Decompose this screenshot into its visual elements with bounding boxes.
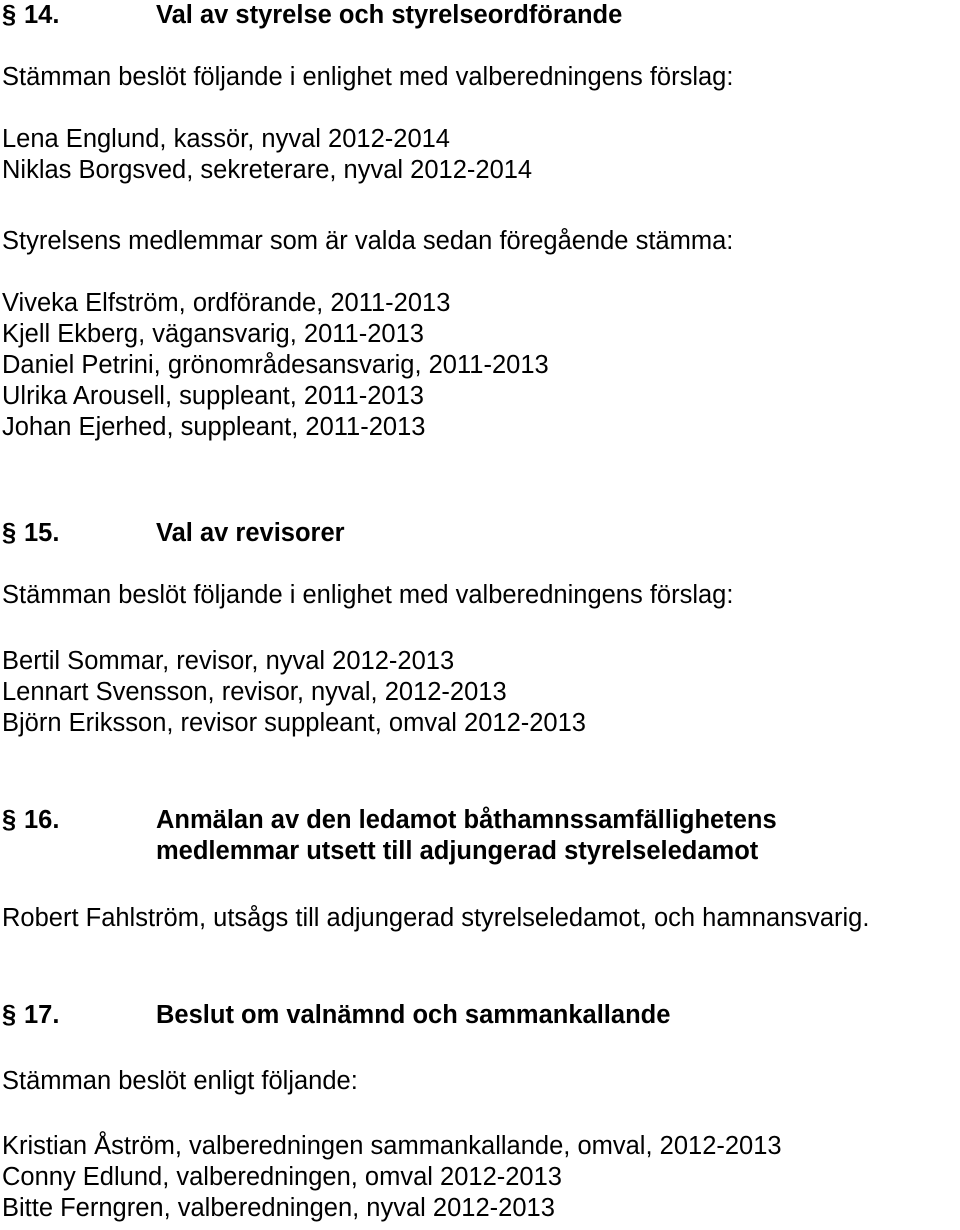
list-item: Kjell Ekberg, vägansvarig, 2011-2013: [2, 320, 424, 348]
section-heading: [0, 805, 960, 867]
section-symbol: §: [2, 806, 17, 834]
section-title: Val av revisorer: [156, 519, 345, 547]
list-item: Björn Eriksson, revisor suppleant, omval 2012-2013: [2, 709, 586, 737]
section-number: 17.: [24, 1001, 60, 1029]
continuing-list: [2, 288, 549, 443]
section-heading: [0, 1000, 960, 1031]
section-heading: [0, 0, 960, 31]
section-17: [0, 1000, 960, 1222]
section-intro: Stämman beslöt följande i enlighet med valberedningens förslag:: [2, 63, 734, 91]
continuing-intro: Styrelsens medlemmar som är valda sedan föregående stämma:: [2, 227, 734, 255]
section-number: 16.: [24, 806, 60, 834]
list-item: Lennart Svensson, revisor, nyval, 2012-2013: [2, 678, 507, 706]
section-intro: Stämman beslöt enligt följande:: [2, 1067, 358, 1095]
section-text: Robert Fahlström, utsågs till adjungerad styrelseledamot, och hamnansvarig.: [2, 904, 870, 932]
section-title-line-2: medlemmar utsett till adjungerad styrelseledamot: [156, 837, 759, 865]
list-item: Conny Edlund, valberedningen, omval 2012-2013: [2, 1163, 562, 1191]
section-14: [0, 0, 960, 441]
list-item: Kristian Åström, valberedningen sammankallande, omval, 2012-2013: [2, 1132, 782, 1160]
list-item: Daniel Petrini, grönområdesansvarig, 2011-2013: [2, 351, 549, 379]
section-15: [0, 518, 960, 737]
elected-list: [2, 124, 532, 186]
section-intro: Stämman beslöt följande i enlighet med valberedningens förslag:: [2, 581, 734, 609]
list-item: Bertil Sommar, revisor, nyval 2012-2013: [2, 647, 455, 675]
section-number: 15.: [24, 519, 60, 547]
section-number: 14.: [24, 1, 60, 29]
section-16: [0, 805, 960, 932]
list-item: Ulrika Arousell, suppleant, 2011-2013: [2, 382, 424, 410]
section-symbol: §: [2, 519, 17, 547]
section-title: Val av styrelse och styrelseordförande: [156, 1, 623, 29]
list-item: Bitte Ferngren, valberedningen, nyval 2012-2013: [2, 1194, 555, 1222]
section-symbol: §: [2, 1, 17, 29]
elected-list: [2, 646, 586, 739]
list-item: Lena Englund, kassör, nyval 2012-2014: [2, 125, 450, 153]
elected-list: [2, 1131, 782, 1224]
section-title-line-1: Anmälan av den ledamot båthamnssamfällighetens: [156, 806, 777, 834]
list-item: Niklas Borgsved, sekreterare, nyval 2012-2014: [2, 156, 533, 184]
section-title: Beslut om valnämnd och sammankallande: [156, 1001, 671, 1029]
list-item: Viveka Elfström, ordförande, 2011-2013: [2, 289, 451, 317]
section-heading: [0, 518, 960, 549]
section-symbol: §: [2, 1001, 17, 1029]
list-item: Johan Ejerhed, suppleant, 2011-2013: [2, 413, 426, 441]
